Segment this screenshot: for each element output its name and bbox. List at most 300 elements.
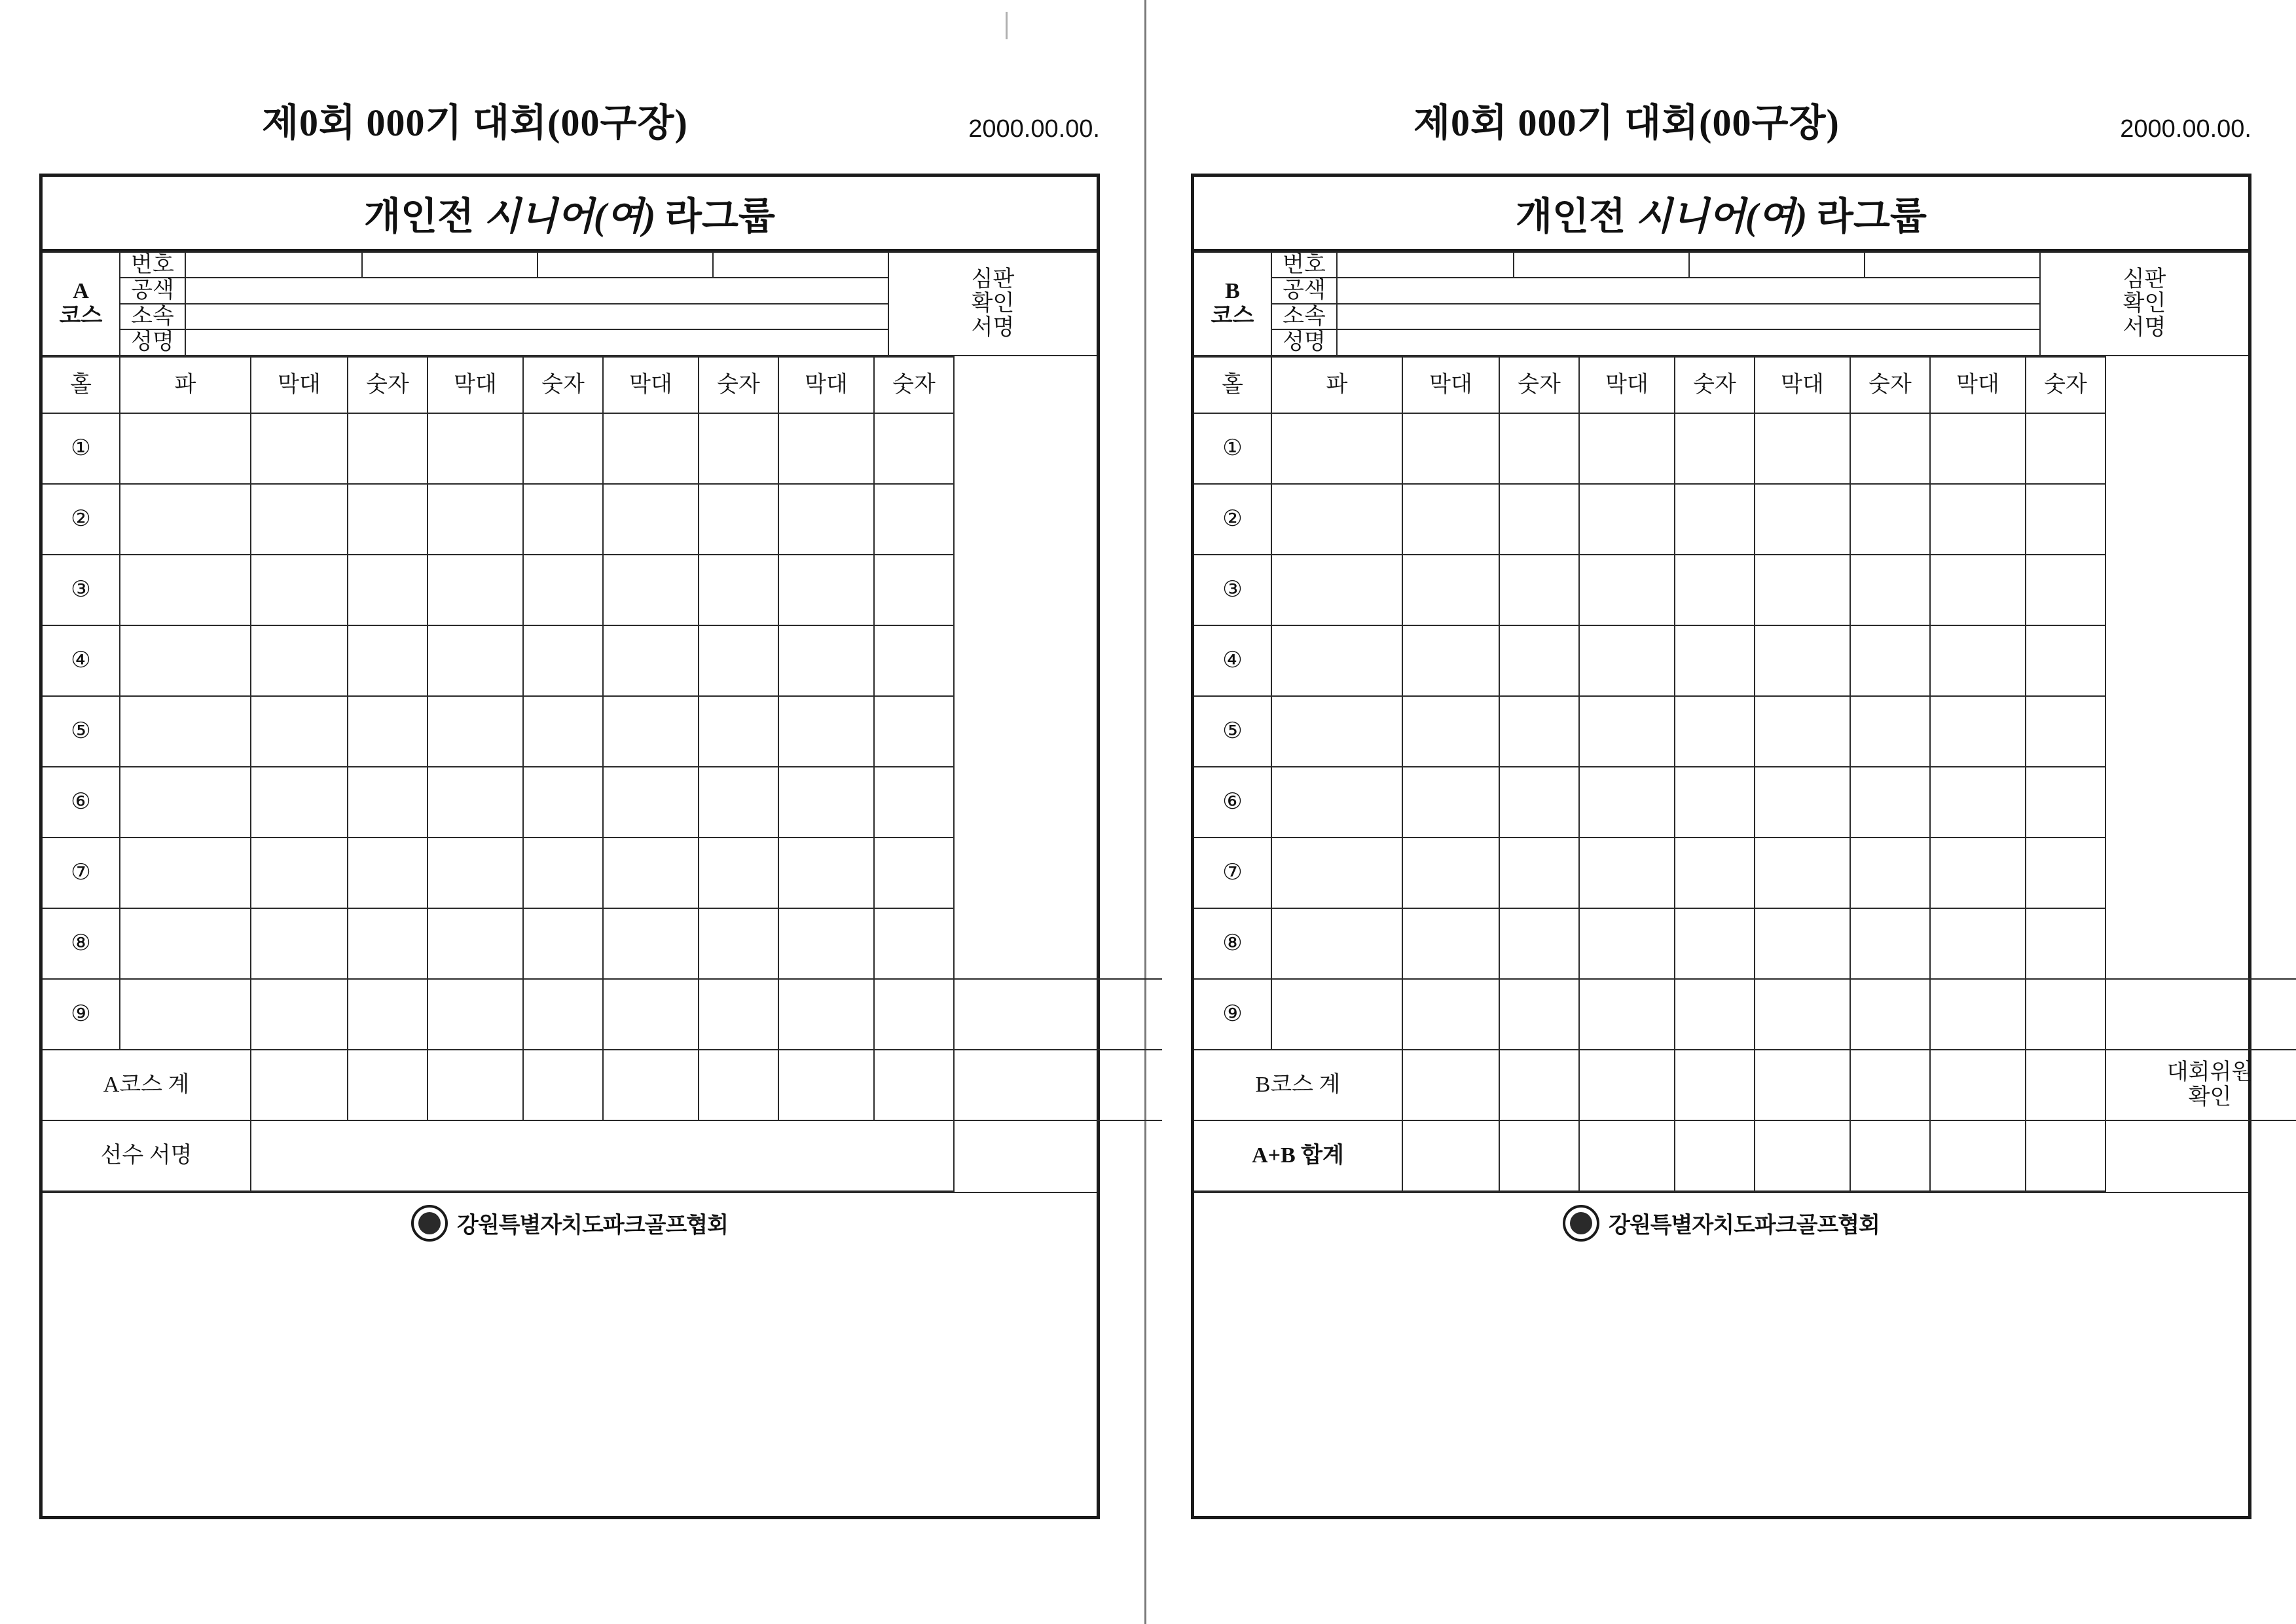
committee-confirm-note[interactable] xyxy=(2105,1050,2296,1120)
score-row-b-1 xyxy=(1194,413,2296,484)
referee-line-1-a: 심판 xyxy=(971,267,1015,291)
bar-cell-a-1-1[interactable] xyxy=(251,413,348,484)
summary-b-grandtotal-num-1[interactable] xyxy=(1499,1120,1579,1191)
num-cell-b-2-1[interactable] xyxy=(1499,484,1579,555)
num-cell-b-8-1[interactable] xyxy=(1499,908,1579,979)
tournament-title-b: 제0회 000기 대회(00구장) xyxy=(1413,101,1840,144)
info-value-number-a-1[interactable] xyxy=(185,252,362,278)
num-cell-b-2-3[interactable] xyxy=(1850,484,1930,555)
par-cell-a-8[interactable] xyxy=(120,908,251,979)
num-cell-a-7-4[interactable] xyxy=(874,838,954,908)
info-value-affiliation-a[interactable] xyxy=(185,304,888,329)
summary-b-total-bar-3[interactable] xyxy=(1755,1050,1850,1120)
num-cell-a-4-3[interactable] xyxy=(699,625,778,696)
bar-cell-b-9-3[interactable] xyxy=(1755,979,1850,1050)
par-cell-a-5[interactable] xyxy=(120,696,251,767)
bar-cell-b-6-1[interactable] xyxy=(1402,767,1499,838)
info-label-name-a: 성명 xyxy=(120,329,185,355)
num-cell-b-3-4[interactable] xyxy=(2026,555,2105,625)
summary-b-grandtotal-bar-4[interactable] xyxy=(1930,1120,2026,1191)
bar-cell-b-3-2[interactable] xyxy=(1579,555,1675,625)
hole-label-a-4: ④ xyxy=(43,625,120,696)
summary-row-b-total xyxy=(1194,1050,2296,1120)
sheet-b-header xyxy=(1191,92,2257,151)
referee-column-spacer-b-8 xyxy=(2105,908,2296,979)
bar-cell-a-5-3[interactable] xyxy=(603,696,699,767)
num-cell-a-4-1[interactable] xyxy=(348,625,428,696)
num-cell-b-4-2[interactable] xyxy=(1675,625,1755,696)
num-cell-a-5-3[interactable] xyxy=(699,696,778,767)
num-cell-b-1-3[interactable] xyxy=(1850,413,1930,484)
num-cell-a-7-3[interactable] xyxy=(699,838,778,908)
info-value-ballcolor-a[interactable] xyxy=(185,278,888,303)
bar-cell-b-3-3[interactable] xyxy=(1755,555,1850,625)
bar-cell-b-4-3[interactable] xyxy=(1755,625,1850,696)
num-cell-b-6-1[interactable] xyxy=(1499,767,1579,838)
referee-column-spacer-b-4 xyxy=(2105,625,2296,696)
bar-cell-b-9-4[interactable] xyxy=(1930,979,2026,1050)
num-cell-b-7-4[interactable] xyxy=(2026,838,2105,908)
par-cell-a-6[interactable] xyxy=(120,767,251,838)
num-cell-b-3-3[interactable] xyxy=(1850,555,1930,625)
bar-cell-a-2-2[interactable] xyxy=(428,484,523,555)
column-header-par-a: 파 xyxy=(120,357,251,413)
bar-cell-b-7-3[interactable] xyxy=(1755,838,1850,908)
footer-org-name-b: 강원특별자치도파크골프협회 xyxy=(1609,1213,1880,1238)
referee-column-spacer-a-6 xyxy=(954,767,1162,838)
score-row-b-5 xyxy=(1194,696,2296,767)
score-header-row-a xyxy=(43,357,1162,413)
num-cell-b-9-1[interactable] xyxy=(1499,979,1579,1050)
association-emblem-icon-a xyxy=(411,1205,448,1242)
summary-row-a-total xyxy=(43,1050,1162,1120)
referee-column-spacer-a-2 xyxy=(954,484,1162,555)
committee-confirm-line-2: 확인 xyxy=(2188,1084,2232,1109)
bar-cell-a-4-1[interactable] xyxy=(251,625,348,696)
num-cell-b-9-2[interactable] xyxy=(1675,979,1755,1050)
num-cell-a-3-1[interactable] xyxy=(348,555,428,625)
bar-cell-a-5-1[interactable] xyxy=(251,696,348,767)
referee-column-spacer-a-3 xyxy=(954,555,1162,625)
bar-cell-b-1-3[interactable] xyxy=(1755,413,1850,484)
bar-cell-b-6-3[interactable] xyxy=(1755,767,1850,838)
score-row-a-8 xyxy=(43,908,1162,979)
bar-cell-b-2-2[interactable] xyxy=(1579,484,1675,555)
committee-confirm-line-1: 대회위원 xyxy=(2166,1060,2253,1085)
bar-cell-b-6-2[interactable] xyxy=(1579,767,1675,838)
score-row-b-9 xyxy=(1194,979,2296,1050)
bar-cell-b-4-4[interactable] xyxy=(1930,625,2026,696)
bar-cell-a-3-4[interactable] xyxy=(778,555,874,625)
referee-column-spacer-b-6 xyxy=(2105,767,2296,838)
column-header-bar-b-4: 막대 xyxy=(1930,357,2026,413)
bar-cell-b-5-3[interactable] xyxy=(1755,696,1850,767)
score-row-b-2 xyxy=(1194,484,2296,555)
num-cell-b-7-1[interactable] xyxy=(1499,838,1579,908)
bar-cell-b-7-2[interactable] xyxy=(1579,838,1675,908)
bar-cell-a-6-2[interactable] xyxy=(428,767,523,838)
num-cell-b-1-1[interactable] xyxy=(1499,413,1579,484)
num-cell-b-4-4[interactable] xyxy=(2026,625,2105,696)
bar-cell-b-1-2[interactable] xyxy=(1579,413,1675,484)
score-row-b-6 xyxy=(1194,767,2296,838)
scorecard-sheet-b xyxy=(1152,0,2296,1624)
bar-cell-a-7-3[interactable] xyxy=(603,838,699,908)
bar-cell-a-2-3[interactable] xyxy=(603,484,699,555)
bar-cell-b-6-4[interactable] xyxy=(1930,767,2026,838)
num-cell-a-9-4[interactable] xyxy=(874,979,954,1050)
referee-line-1-b: 심판 xyxy=(2123,267,2166,291)
banner-prefix-a: 개인전 xyxy=(364,195,484,238)
num-cell-b-1-4[interactable] xyxy=(2026,413,2105,484)
summary-b-total-num-1[interactable] xyxy=(1499,1050,1579,1120)
hole-label-a-7: ⑦ xyxy=(43,838,120,908)
banner-emphasis-b: 시니어(여) xyxy=(1635,195,1808,238)
bar-cell-a-9-4[interactable] xyxy=(778,979,874,1050)
num-cell-b-5-3[interactable] xyxy=(1850,696,1930,767)
bar-cell-b-8-1[interactable] xyxy=(1402,908,1499,979)
summary-a-total-bar-2[interactable] xyxy=(428,1050,523,1120)
bar-cell-a-7-4[interactable] xyxy=(778,838,874,908)
hole-label-b-3: ③ xyxy=(1194,555,1271,625)
bar-cell-b-1-4[interactable] xyxy=(1930,413,2026,484)
bar-cell-a-7-2[interactable] xyxy=(428,838,523,908)
num-cell-b-8-3[interactable] xyxy=(1850,908,1930,979)
num-cell-a-9-3[interactable] xyxy=(699,979,778,1050)
bar-cell-b-5-2[interactable] xyxy=(1579,696,1675,767)
bar-cell-b-3-1[interactable] xyxy=(1402,555,1499,625)
info-row-number-a xyxy=(43,252,1097,278)
referee-column-spacer-b-9 xyxy=(2105,979,2296,1050)
bar-cell-a-9-3[interactable] xyxy=(603,979,699,1050)
par-cell-a-1[interactable] xyxy=(120,413,251,484)
bar-cell-b-8-4[interactable] xyxy=(1930,908,2026,979)
column-header-bar-a-4: 막대 xyxy=(778,357,874,413)
score-row-a-6 xyxy=(43,767,1162,838)
summary-b-grandtotal-num-4[interactable] xyxy=(2026,1120,2105,1191)
bar-cell-b-7-1[interactable] xyxy=(1402,838,1499,908)
num-cell-a-1-4[interactable] xyxy=(874,413,954,484)
summary-a-total-bar-1[interactable] xyxy=(251,1050,348,1120)
bar-cell-b-4-2[interactable] xyxy=(1579,625,1675,696)
hole-label-b-8: ⑧ xyxy=(1194,908,1271,979)
num-cell-b-4-1[interactable] xyxy=(1499,625,1579,696)
bar-cell-b-9-1[interactable] xyxy=(1402,979,1499,1050)
referee-column-spacer-a-7 xyxy=(954,838,1162,908)
summary-a-total-bar-4[interactable] xyxy=(778,1050,874,1120)
num-cell-b-4-3[interactable] xyxy=(1850,625,1930,696)
referee-column-spacer-b-1 xyxy=(2105,413,2296,484)
column-header-num-a-4: 숫자 xyxy=(874,357,954,413)
score-row-a-3 xyxy=(43,555,1162,625)
summary-b-total-bar-1[interactable] xyxy=(1402,1050,1499,1120)
num-cell-a-5-2[interactable] xyxy=(523,696,603,767)
num-cell-a-8-3[interactable] xyxy=(699,908,778,979)
hole-label-a-1: ① xyxy=(43,413,120,484)
num-cell-a-1-2[interactable] xyxy=(523,413,603,484)
par-cell-b-5[interactable] xyxy=(1271,696,1402,767)
hole-label-b-6: ⑥ xyxy=(1194,767,1271,838)
summary-a-total-num-3[interactable] xyxy=(699,1050,778,1120)
referee-column-spacer-a-total xyxy=(954,1050,1162,1120)
bar-cell-b-7-4[interactable] xyxy=(1930,838,2026,908)
column-header-bar-a-3: 막대 xyxy=(603,357,699,413)
summary-b-total-num-2[interactable] xyxy=(1675,1050,1755,1120)
player-info-table-a xyxy=(43,251,1097,356)
info-value-number-a-3[interactable] xyxy=(538,252,713,278)
bar-cell-a-8-2[interactable] xyxy=(428,908,523,979)
summary-a-total-num-1[interactable] xyxy=(348,1050,428,1120)
par-cell-a-9[interactable] xyxy=(120,979,251,1050)
num-cell-a-5-1[interactable] xyxy=(348,696,428,767)
info-value-number-a-2[interactable] xyxy=(362,252,538,278)
referee-column-spacer-a-9 xyxy=(954,979,1162,1050)
bar-cell-a-4-3[interactable] xyxy=(603,625,699,696)
bar-cell-a-3-3[interactable] xyxy=(603,555,699,625)
num-cell-b-6-3[interactable] xyxy=(1850,767,1930,838)
column-header-num-a-2: 숫자 xyxy=(523,357,603,413)
par-cell-b-8[interactable] xyxy=(1271,908,1402,979)
bar-cell-a-6-4[interactable] xyxy=(778,767,874,838)
summary-a-total-num-4[interactable] xyxy=(874,1050,954,1120)
column-header-hole-b: 홀 xyxy=(1194,357,1271,413)
info-label-number-b: 번호 xyxy=(1271,252,1337,278)
num-cell-a-8-4[interactable] xyxy=(874,908,954,979)
num-cell-b-6-2[interactable] xyxy=(1675,767,1755,838)
summary-b-total-bar-2[interactable] xyxy=(1579,1050,1675,1120)
info-value-number-b-4[interactable] xyxy=(1865,252,2040,278)
num-cell-a-6-2[interactable] xyxy=(523,767,603,838)
par-cell-b-2[interactable] xyxy=(1271,484,1402,555)
num-cell-a-8-2[interactable] xyxy=(523,908,603,979)
bar-cell-a-2-4[interactable] xyxy=(778,484,874,555)
score-row-b-8 xyxy=(1194,908,2296,979)
summary-b-grandtotal-num-2[interactable] xyxy=(1675,1120,1755,1191)
par-cell-b-1[interactable] xyxy=(1271,413,1402,484)
bar-cell-a-3-1[interactable] xyxy=(251,555,348,625)
referee-column-spacer-b-5 xyxy=(2105,696,2296,767)
sheet-a-header xyxy=(39,92,1105,151)
num-cell-a-7-2[interactable] xyxy=(523,838,603,908)
bar-cell-b-5-1[interactable] xyxy=(1402,696,1499,767)
bar-cell-a-9-1[interactable] xyxy=(251,979,348,1050)
score-table-b xyxy=(1194,356,2296,1192)
bar-cell-b-1-1[interactable] xyxy=(1402,413,1499,484)
bar-cell-a-5-4[interactable] xyxy=(778,696,874,767)
num-cell-b-5-4[interactable] xyxy=(2026,696,2105,767)
summary-label-b-grandtotal: A+B 합계 xyxy=(1194,1120,1402,1191)
column-header-num-b-3: 숫자 xyxy=(1850,357,1930,413)
referee-column-spacer-a-5 xyxy=(954,696,1162,767)
num-cell-b-7-3[interactable] xyxy=(1850,838,1930,908)
info-label-ballcolor-b: 공색 xyxy=(1271,278,1337,303)
referee-line-3-b: 서명 xyxy=(2123,316,2166,341)
info-value-number-a-4[interactable] xyxy=(713,252,888,278)
par-cell-a-7[interactable] xyxy=(120,838,251,908)
referee-column-spacer-a-4 xyxy=(954,625,1162,696)
scorecard-sheet-a xyxy=(0,0,1144,1624)
info-value-number-b-1[interactable] xyxy=(1337,252,1514,278)
bar-cell-a-6-1[interactable] xyxy=(251,767,348,838)
summary-a-total-num-2[interactable] xyxy=(523,1050,603,1120)
summary-b-total-num-3[interactable] xyxy=(1850,1050,1930,1120)
num-cell-a-2-3[interactable] xyxy=(699,484,778,555)
par-cell-a-4[interactable] xyxy=(120,625,251,696)
num-cell-a-7-1[interactable] xyxy=(348,838,428,908)
num-cell-a-9-1[interactable] xyxy=(348,979,428,1050)
referee-column-spacer-b-2 xyxy=(2105,484,2296,555)
bar-cell-a-2-1[interactable] xyxy=(251,484,348,555)
num-cell-b-8-2[interactable] xyxy=(1675,908,1755,979)
num-cell-b-2-2[interactable] xyxy=(1675,484,1755,555)
tournament-title: 제0회 000기 대회(00구장) xyxy=(262,101,688,144)
bar-cell-a-1-4[interactable] xyxy=(778,413,874,484)
num-cell-a-6-3[interactable] xyxy=(699,767,778,838)
column-header-bar-a-2: 막대 xyxy=(428,357,523,413)
summary-b-grandtotal-num-3[interactable] xyxy=(1850,1120,1930,1191)
num-cell-a-6-4[interactable] xyxy=(874,767,954,838)
par-cell-a-2[interactable] xyxy=(120,484,251,555)
par-cell-b-6[interactable] xyxy=(1271,767,1402,838)
bar-cell-b-2-4[interactable] xyxy=(1930,484,2026,555)
info-value-number-b-3[interactable] xyxy=(1689,252,1865,278)
num-cell-b-6-4[interactable] xyxy=(2026,767,2105,838)
summary-b-grandtotal-bar-2[interactable] xyxy=(1579,1120,1675,1191)
summary-b-grandtotal-bar-1[interactable] xyxy=(1402,1120,1499,1191)
course-label-a-line2: 코스 xyxy=(59,303,103,328)
bar-cell-b-9-2[interactable] xyxy=(1579,979,1675,1050)
bar-cell-a-5-2[interactable] xyxy=(428,696,523,767)
par-cell-b-4[interactable] xyxy=(1271,625,1402,696)
hole-label-a-3: ③ xyxy=(43,555,120,625)
num-cell-a-2-4[interactable] xyxy=(874,484,954,555)
num-cell-a-4-2[interactable] xyxy=(523,625,603,696)
bar-cell-a-1-2[interactable] xyxy=(428,413,523,484)
num-cell-a-1-3[interactable] xyxy=(699,413,778,484)
bar-cell-a-8-3[interactable] xyxy=(603,908,699,979)
banner-suffix-a: 라그룹 xyxy=(655,195,775,238)
info-label-ballcolor-a: 공색 xyxy=(120,278,185,303)
bar-cell-a-4-2[interactable] xyxy=(428,625,523,696)
num-cell-a-3-2[interactable] xyxy=(523,555,603,625)
bar-cell-a-8-4[interactable] xyxy=(778,908,874,979)
player-signature-field-a[interactable] xyxy=(251,1120,954,1191)
category-banner-text-a xyxy=(364,185,775,240)
course-label-a xyxy=(43,252,120,356)
par-cell-b-3[interactable] xyxy=(1271,555,1402,625)
num-cell-a-2-1[interactable] xyxy=(348,484,428,555)
num-cell-b-5-2[interactable] xyxy=(1675,696,1755,767)
course-label-a-line1: A xyxy=(73,279,89,304)
bar-cell-a-3-2[interactable] xyxy=(428,555,523,625)
referee-column-spacer-a-signature xyxy=(954,1120,1162,1191)
column-header-num-a-1: 숫자 xyxy=(348,357,428,413)
bar-cell-a-4-4[interactable] xyxy=(778,625,874,696)
course-label-b-line2: 코스 xyxy=(1211,303,1254,328)
score-row-a-5 xyxy=(43,696,1162,767)
num-cell-b-9-4[interactable] xyxy=(2026,979,2105,1050)
num-cell-a-3-3[interactable] xyxy=(699,555,778,625)
hole-label-b-1: ① xyxy=(1194,413,1271,484)
par-cell-b-9[interactable] xyxy=(1271,979,1402,1050)
par-cell-b-7[interactable] xyxy=(1271,838,1402,908)
bar-cell-b-8-3[interactable] xyxy=(1755,908,1850,979)
num-cell-a-3-4[interactable] xyxy=(874,555,954,625)
summary-b-total-bar-4[interactable] xyxy=(1930,1050,2026,1120)
hole-label-a-6: ⑥ xyxy=(43,767,120,838)
bar-cell-b-3-4[interactable] xyxy=(1930,555,2026,625)
score-row-b-3 xyxy=(1194,555,2296,625)
column-header-bar-b-1: 막대 xyxy=(1402,357,1499,413)
hole-label-b-4: ④ xyxy=(1194,625,1271,696)
num-cell-b-7-2[interactable] xyxy=(1675,838,1755,908)
summary-label-b-total: B코스 계 xyxy=(1194,1050,1402,1120)
info-value-affiliation-b[interactable] xyxy=(1337,304,2040,329)
hole-label-b-5: ⑤ xyxy=(1194,696,1271,767)
player-info-table-b xyxy=(1194,251,2248,356)
num-cell-b-2-4[interactable] xyxy=(2026,484,2105,555)
footer-strip-b xyxy=(1194,1192,2248,1253)
hole-label-b-9: ⑨ xyxy=(1194,979,1271,1050)
summary-b-grandtotal-bar-3[interactable] xyxy=(1755,1120,1850,1191)
referee-line-2-b: 확인 xyxy=(2123,291,2166,316)
bar-cell-b-8-2[interactable] xyxy=(1579,908,1675,979)
num-cell-a-1-1[interactable] xyxy=(348,413,428,484)
bar-cell-b-5-4[interactable] xyxy=(1930,696,2026,767)
num-cell-b-8-4[interactable] xyxy=(2026,908,2105,979)
referee-signature-a[interactable] xyxy=(888,252,1097,356)
num-cell-b-3-1[interactable] xyxy=(1499,555,1579,625)
num-cell-a-4-4[interactable] xyxy=(874,625,954,696)
bar-cell-a-1-3[interactable] xyxy=(603,413,699,484)
referee-signature-b[interactable] xyxy=(2040,252,2248,356)
info-row-number-b xyxy=(1194,252,2248,278)
num-cell-b-3-2[interactable] xyxy=(1675,555,1755,625)
course-label-b xyxy=(1194,252,1271,356)
bar-cell-b-2-1[interactable] xyxy=(1402,484,1499,555)
info-value-ballcolor-b[interactable] xyxy=(1337,278,2040,303)
summary-a-total-bar-3[interactable] xyxy=(603,1050,699,1120)
footer-strip-a xyxy=(43,1192,1097,1253)
num-cell-a-5-4[interactable] xyxy=(874,696,954,767)
num-cell-a-2-2[interactable] xyxy=(523,484,603,555)
num-cell-a-8-1[interactable] xyxy=(348,908,428,979)
tournament-date: 2000.00.00. xyxy=(968,115,1100,143)
summary-label-a-total: A코스 계 xyxy=(43,1050,251,1120)
column-header-num-b-2: 숫자 xyxy=(1675,357,1755,413)
num-cell-b-9-3[interactable] xyxy=(1850,979,1930,1050)
summary-b-total-num-4[interactable] xyxy=(2026,1050,2105,1120)
info-value-name-a[interactable] xyxy=(185,329,888,355)
num-cell-b-5-1[interactable] xyxy=(1499,696,1579,767)
association-emblem-icon-b xyxy=(1563,1205,1599,1242)
footer-org-name-a: 강원특별자치도파크골프협회 xyxy=(457,1213,728,1238)
bar-cell-a-6-3[interactable] xyxy=(603,767,699,838)
bar-cell-b-2-3[interactable] xyxy=(1755,484,1850,555)
num-cell-b-1-2[interactable] xyxy=(1675,413,1755,484)
bar-cell-b-4-1[interactable] xyxy=(1402,625,1499,696)
hole-label-a-9: ⑨ xyxy=(43,979,120,1050)
bar-cell-a-8-1[interactable] xyxy=(251,908,348,979)
category-banner-b xyxy=(1194,177,2248,251)
bar-cell-a-7-1[interactable] xyxy=(251,838,348,908)
num-cell-a-9-2[interactable] xyxy=(523,979,603,1050)
bar-cell-a-9-2[interactable] xyxy=(428,979,523,1050)
par-cell-a-3[interactable] xyxy=(120,555,251,625)
num-cell-a-6-1[interactable] xyxy=(348,767,428,838)
info-value-name-b[interactable] xyxy=(1337,329,2040,355)
info-value-number-b-2[interactable] xyxy=(1514,252,1689,278)
